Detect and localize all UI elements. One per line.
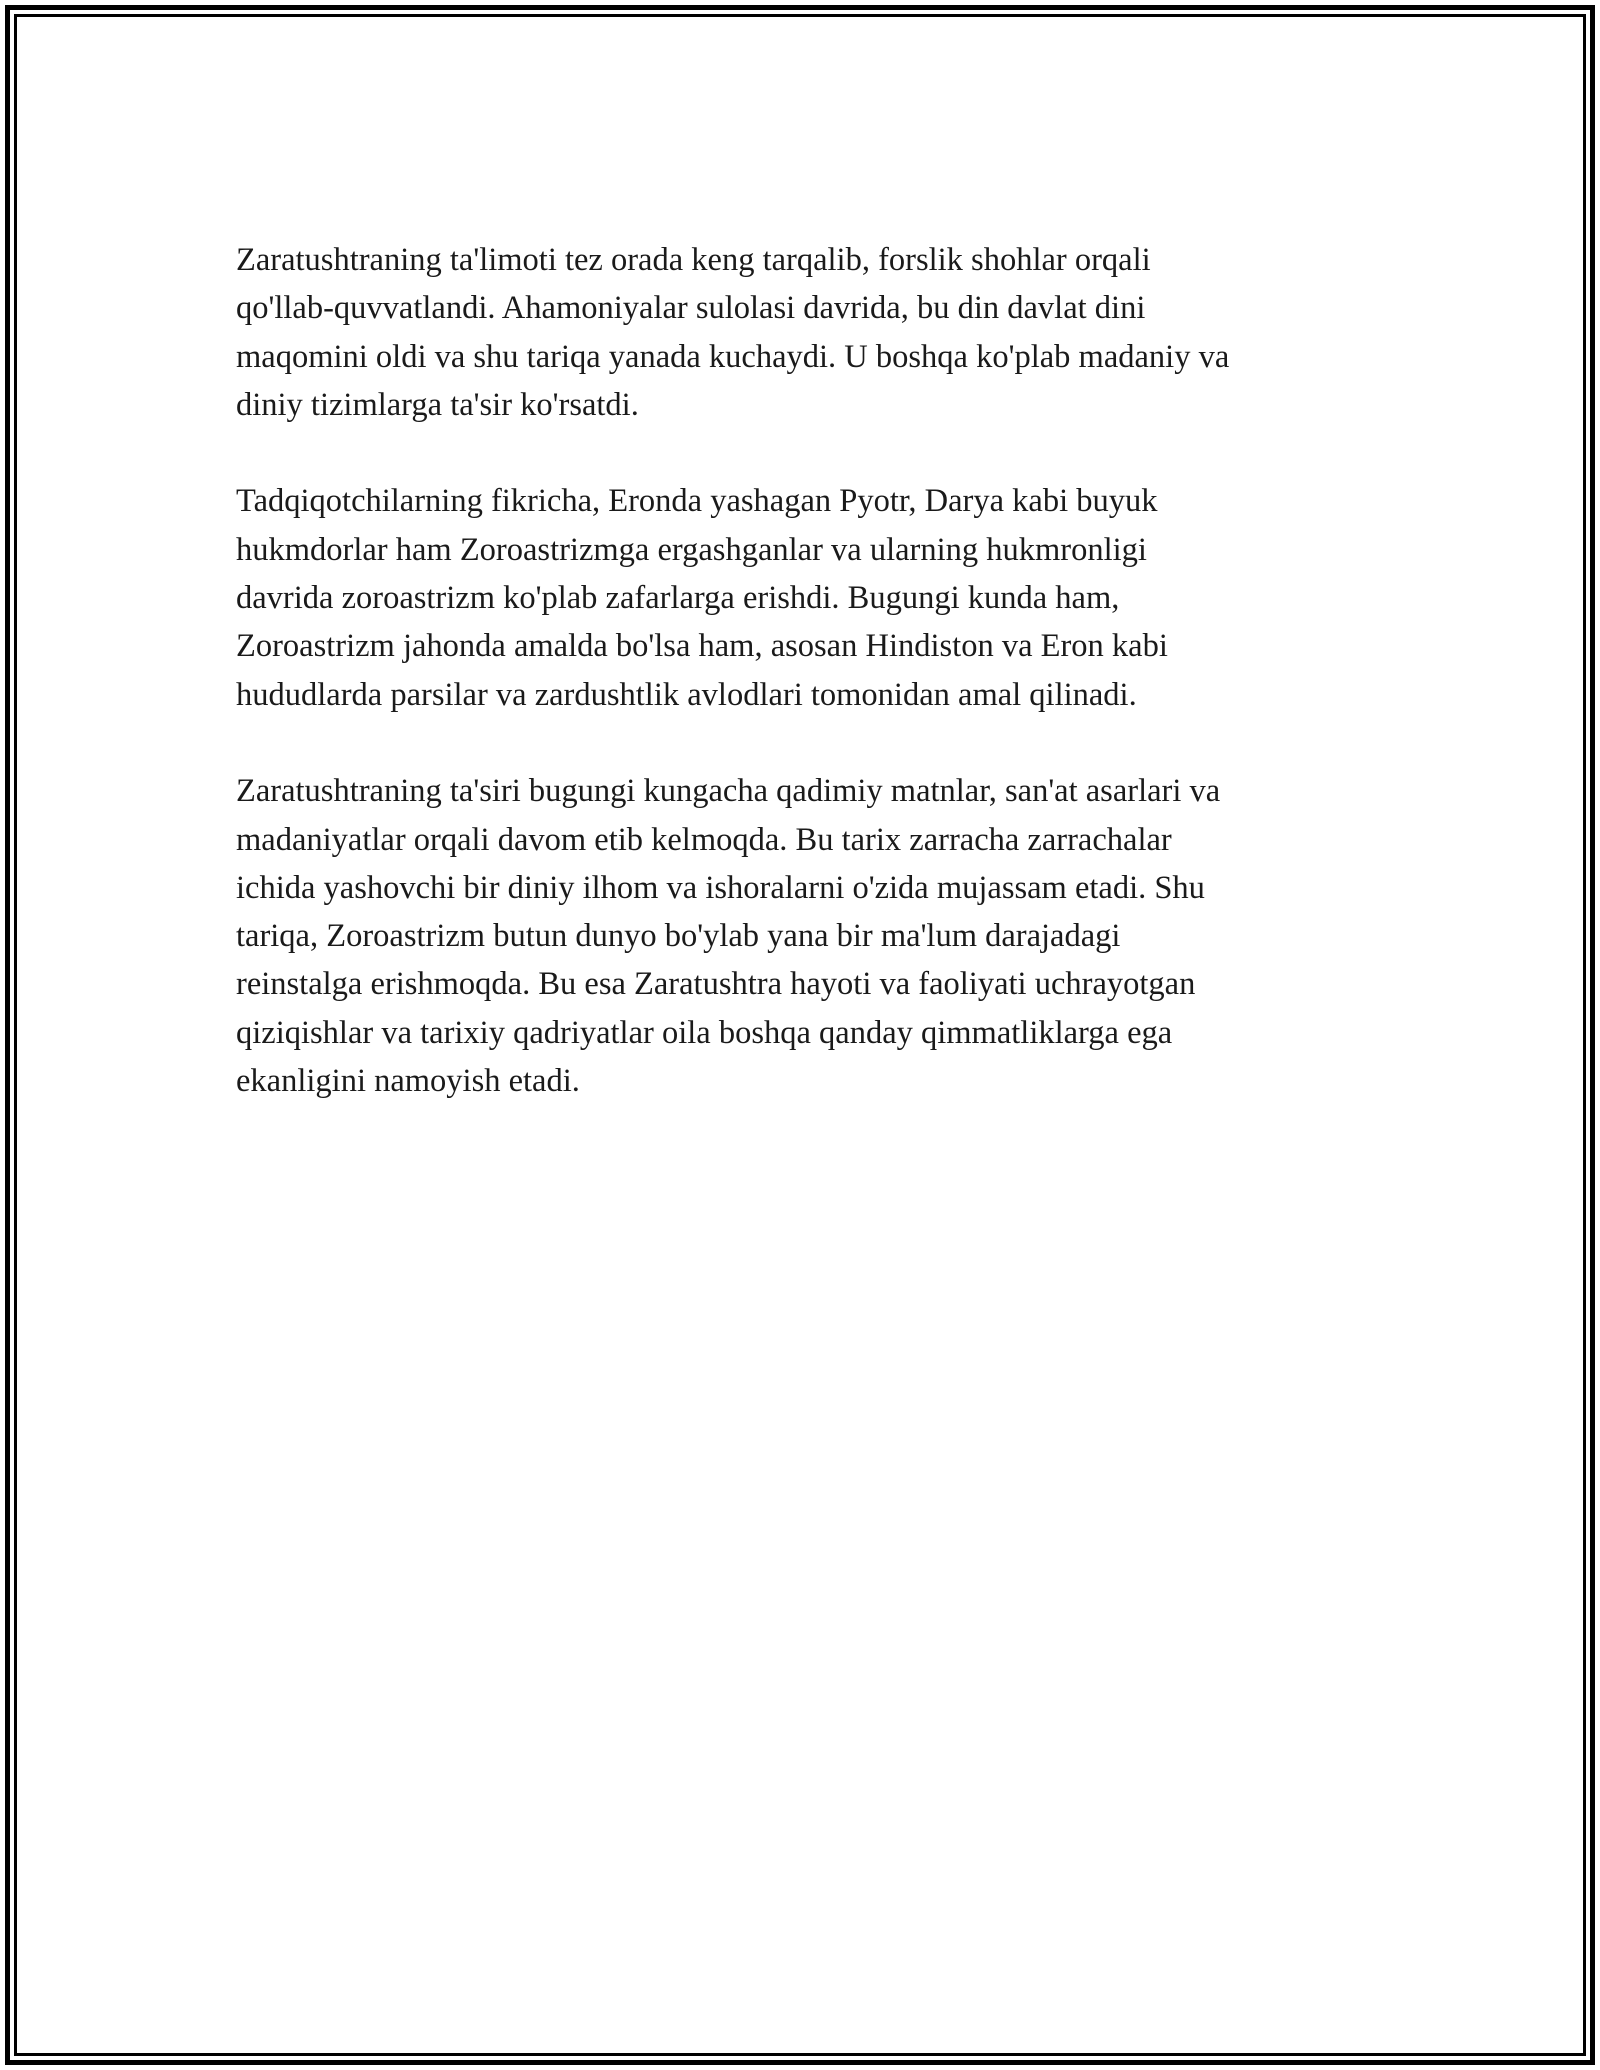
paragraph-1: Zaratushtraning ta'limoti tez orada keng tarqalib, forslik shohlar orqali qo'llab-quvvatlandi. Ahamoniyalar sulolasi davrida, bu din davlat dini maqomini oldi va shu tariqa yanada kuchaydi. U boshqa ko'plab madaniy va diniy tizimlarga ta'sir ko'rsatdi. — [236, 242, 1230, 423]
document-body — [236, 236, 1366, 1154]
paragraph-2: Tadqiqotchilarning fikricha, Eronda yashagan Pyotr, Darya kabi buyuk hukmdorlar ham Zoroastrizmga ergashganlar va ularning hukmronligi davrida zoroastrizm ko'plab zafarlarga erishdi. Bugungi kunda ham, Zoroastrizm jahonda amalda bo'lsa ham, asosan Hindiston va Eron kabi hududlarda parsilar va zardushtlik avlodlari tomonidan amal qilinadi. — [236, 483, 1168, 713]
paragraph-3: Zaratushtraning ta'siri bugungi kungacha qadimiy matnlar, san'at asarlari va madaniyatlar orqali davom etib kelmoqda. Bu tarix zarracha zarrachalar ichida yashovchi bir diniy ilhom va ishoralarni o'zida mujassam etadi. Shu tariqa, Zoroastrizm butun dunyo bo'ylab yana bir ma'lum darajadagi reinstalga erishmoqda. Bu esa Zaratushtra hayoti va faoliyati uchrayotgan qiziqishlar va tarixiy qadriyatlar oila boshqa qanday qimmatliklarga ega ekanligini namoyish etadi. — [236, 773, 1221, 1100]
